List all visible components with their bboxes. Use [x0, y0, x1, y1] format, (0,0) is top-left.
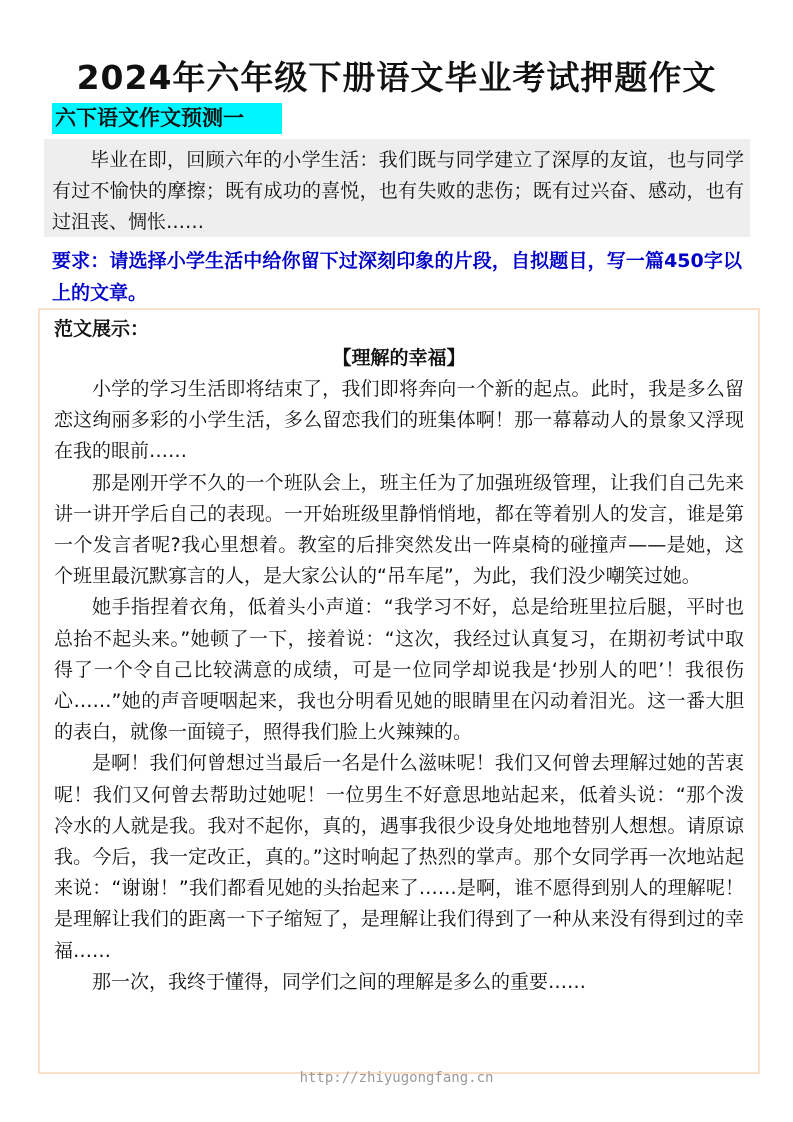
footer-url: http://zhiyugongfang.cn: [299, 1070, 494, 1086]
essay-paragraph: 小学的学习生活即将结束了，我们即将奔向一个新的起点。此时，我是多么留恋这绚丽多彩的小学生活，多么留恋我们的班集体啊！那一幕幕动人的景象又浮现在我的眼前……: [54, 378, 744, 463]
essay-paragraph: 她手指捏着衣角，低着头小声道：“我学习不好，总是给班里拉后腿，平时也总抬不起头来。”她顿了一下，接着说：“这次，我经过认真复习，在期初考试中取得了一个令自己比较满意的成绩，可是一位同学却说我是‘抄别人的吧’！我很伤心……”她的声音哽咽起来，我也分明看见她的眼睛里在闪动着泪光。这一番大胆的表白，就像一面镜子，照得我们脸上火辣辣的。: [54, 596, 744, 744]
essay-paragraph: 是啊！我们何曾想过当最后一名是什么滋味呢！我们又何曾去理解过她的苦衷呢！我们又何曾去帮助过她呢！一位男生不好意思地站起来，低着头说：“那个泼冷水的人就是我。我对不起你，真的，遇事我很少设身处地地替别人想想。请原谅我。今后，我一定改正，真的。”这时响起了热烈的掌声。那个女同学再一次地站起来说：“谢谢！”我们都看见她的头抬起来了……是啊，谁不愿得到别人的理解呢！是理解让我们的距离一下子缩短了，是理解让我们得到了一种从来没有得到过的幸福……: [54, 752, 744, 962]
essay-paragraph: 那一次，我终于懂得，同学们之间的理解是多么的重要……: [92, 970, 587, 993]
requirement-text: 要求：请选择小学生活中给你留下过深刻印象的片段，自拟题目，写一篇450字以上的文章。: [52, 250, 742, 304]
intro-box: [44, 139, 750, 237]
page-title: 2024年六年级下册语文毕业考试押题作文: [76, 58, 717, 97]
essay-paragraph: 那是刚开学不久的一个班队会上，班主任为了加强班级管理，让我们自己先来讲一讲开学后自己的表现。一开始班级里静悄悄地，都在等着别人的发言，谁是第一个发言者呢?我心里想着。教室的后排突然发出一阵桌椅的碰撞声——是她，这个班里最沉默寡言的人，是大家公认的“吊车尾”，为此，我们没少嘲笑过她。: [54, 471, 744, 588]
section-banner: 六下语文作文预测一: [52, 103, 282, 134]
intro-text: 毕业在即，回顾六年的小学生活：我们既与同学建立了深厚的友谊，也与同学有过不愉快的摩擦；既有成功的喜悦，也有失败的悲伤；既有过兴奋、感动，也有过沮丧、惆怅……: [52, 149, 744, 233]
essay-title: 【理解的幸福】: [332, 347, 466, 369]
sample-essay-box: [38, 308, 760, 1074]
sample-label: 范文展示：: [54, 318, 150, 340]
essay-body: [54, 374, 744, 998]
